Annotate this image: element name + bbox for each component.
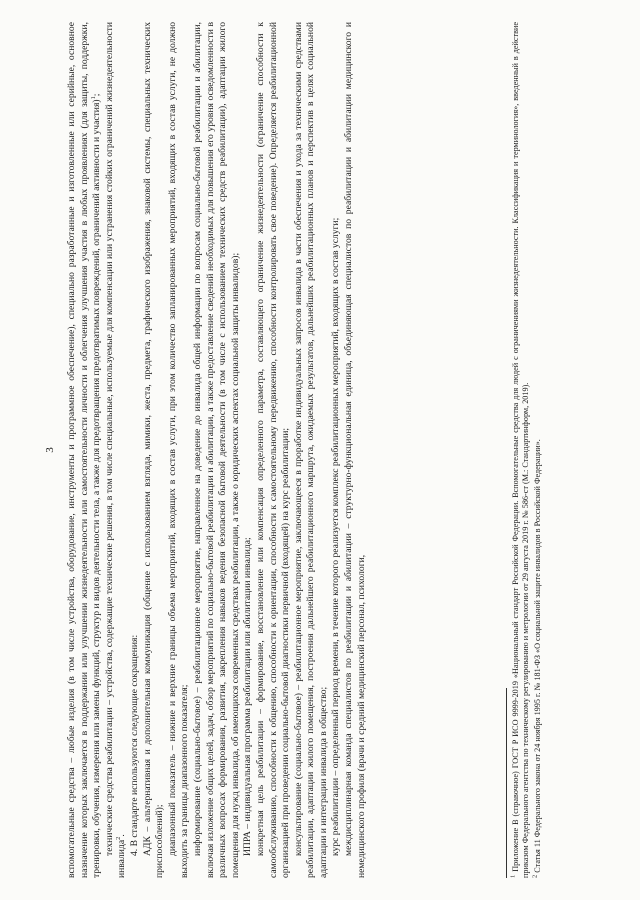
footnote-2 [533, 22, 543, 878]
paragraph-rehab-course: курс реабилитации – определенный период времени, в течение которого реализуется комплекс реабилитационных мероприятий, входящих в состав услуги; [330, 217, 342, 856]
paragraph-adk: АДК – альтернативная и дополнительная коммуникация (общение с использованием взгляда, мимики, жеста, предмета, графического изображения, знаковой системы, специальных технических приспособлений); [141, 22, 166, 878]
footnotes [506, 22, 544, 878]
footnote-mark: 2 [531, 874, 539, 878]
paragraph-text: вспомогательные средства – любые изделия (в том числе устройства, оборудование, инструменты и программное обеспечение), специально разработанные и изготовленные или серийные, основное назначение которых заключается в поддержании или улучшении жизнедеятельности или самостоятельности личности и облегчения улучшения участия в любых проявлениях (для защиты, поддержки, тренировки, обучения, измерения или замены функций, структур и видов деятельности тела, а также для предотвращения предотвратимых повреждений, ограничений активности и участия) [66, 22, 103, 878]
paragraph-informing: информирование (социально-бытовое) – реабилитационное мероприятие, направленное на доведение до инвалида общей информации по вопросам социально-бытовой реабилитации и абилитации, включая изложение общих целей, задач, обзор мероприятий по социально-бытовой реабилитации и абилитации, а также предоставление сведений необходимых для повышения его уровня осведомленности в различных вопросах формирования, развития, закрепления навыков ведения безопасной бытовой деятельности (в том числе с использованием технических средств реабилитации), адаптации жилого помещения для нужд инвалида, об имеющихся современных средствах реабилитации, а также о юридических аспектах социальной защиты инвалидов); [191, 22, 241, 878]
paragraph-text: технические средства реабилитации – устройства, содержащие технические решения, в том числе специальные, используемые для компенсации или устранения стойких ограничений жизнедеятельности инвалида [103, 22, 128, 878]
footnote-divider [506, 688, 507, 878]
footnote-text: Статья 11 Федерального закона от 24 ноября 1995 г. № 181-ФЗ «О социальной защите инвалидов в Российской Федерации». [532, 439, 542, 873]
rotated-document-page [40, 8, 600, 892]
footnote-mark: 2 [115, 836, 123, 840]
footnote-1 [511, 22, 532, 878]
paragraph-specific-goal: конкретная цель реабилитации – формирование, восстановление или компенсация определенного параметра, составляющего ограничение жизнедеятельности (ограничение способности к самообслуживанию, способности к общению, способности к ориентации, способности к самостоятельному передвижению, способности контролировать свое поведение). Определяется реабилитационной организацией при проведении социально-бытовой диагностики первичной (входящей) на курс реабилитации; [254, 22, 292, 878]
paragraph-abbreviations-heading: 4. В стандарте используются следующие сокращения: [128, 634, 140, 856]
paragraph-interdisciplinary-team: междисциплинарная команда специалистов по реабилитации и абилитации – структурно-функциональная единица, объединяющая специалистов по реабилитации и абилитации медицинского и немедицинского профиля (врачи и средний медицинский персонал, психологи, [343, 22, 367, 878]
paragraph-definition-assistive-products: вспомогательные средства – любые изделия (в том числе устройства, оборудование, инструменты и программное обеспечение), специально разработанные и изготовленные или серийные, основное назначение которых заключается в поддержании или улучшении жизнедеятельности или самостоятельности личности и облегчения улучшения участия в любых проявлениях (для защиты, поддержки, тренировки, обучения, измерения или замены функций, структур и видов деятельности тела, а также для предотвращения предотвратимых повреждений, ограничений активности и участия)$^1$; [66, 22, 103, 878]
page-number: 3 [44, 447, 56, 453]
footnote-mark: 1 [90, 96, 97, 100]
paragraph-consulting: консультирование (социально-бытовое) – реабилитационное мероприятие, заключающееся в проработке индивидуальных запросов инвалида в части обеспечения и ухода за техническими средствами реабилитации, адаптации жилого помещения, построения дальнейшего реабилитационного маршрута, ожидаемых результатов, дальнейших реабилитационных планов и перспектив в целях социальной адаптации и интеграции инвалида в общество; [292, 22, 329, 878]
footnote-mark: 1 [509, 874, 517, 878]
footnote-text: Приложение В (справочное) ГОСТ Р ИСО 9999-2019 «Национальный стандарт Российской Федерации. Вспомогательные средства для людей с ограничениями жизнедеятельности. Классификация и терминология», введенный в действие приказом Федерального агентства по техническому регулированию и метрологии от 29 августа 2019 г. № 586-ст (М.: Стандартинформ, 2019). [511, 22, 531, 878]
paragraph-range-indicator: диапазонный показатель – нижние и верхние границы объема мероприятий, входящих в состав услуги, при этом количество запланированных мероприятий, входящих в состав услуги, не должно выходить за границы диапазонного показателя; [166, 22, 191, 878]
paragraph-ipra: ИПРА – индивидуальная программа реабилитации или абилитации инвалида; [242, 537, 254, 856]
paragraph-definition-rehab-devices: технические средства реабилитации – устройства, содержащие технические решения, в том числе специальные, используемые для компенсации или устранения стойких ограничений жизнедеятельности инвалида$^2$. [103, 22, 128, 878]
document-body [66, 22, 368, 878]
